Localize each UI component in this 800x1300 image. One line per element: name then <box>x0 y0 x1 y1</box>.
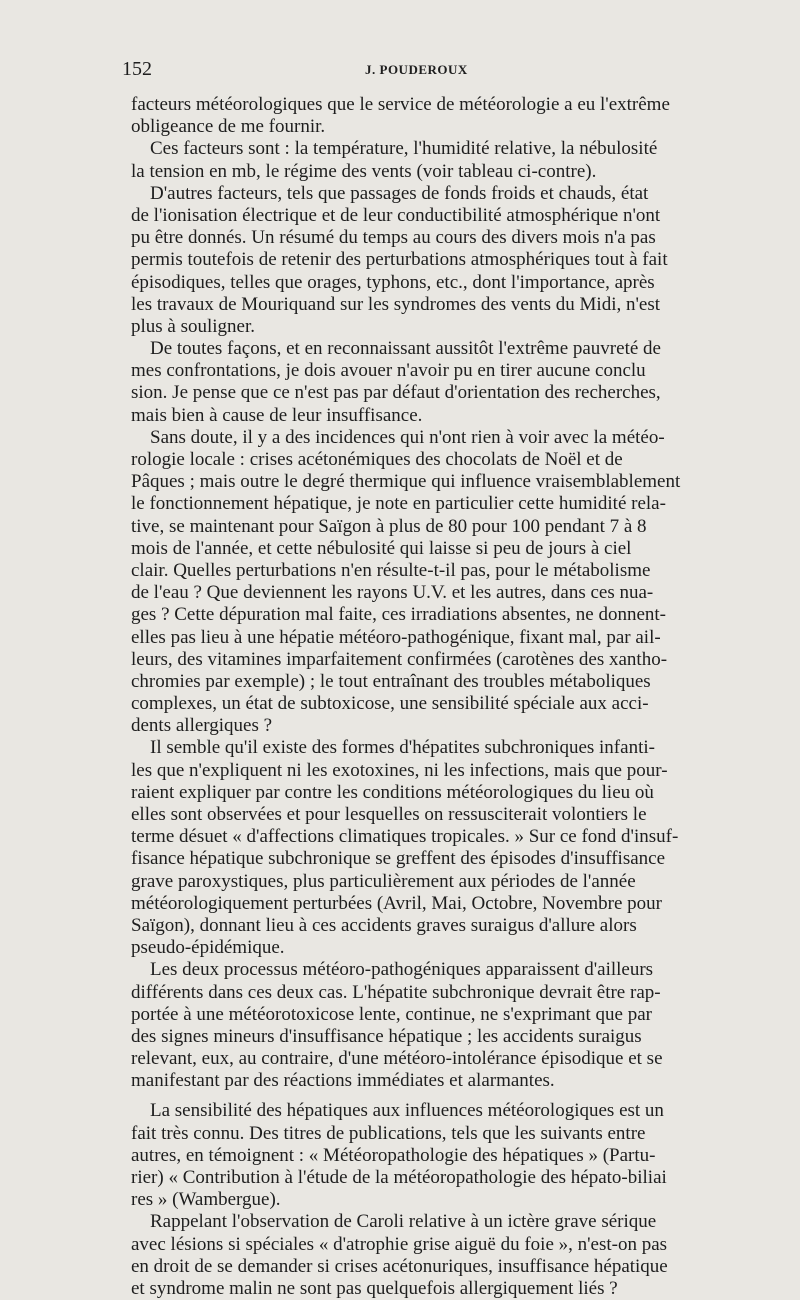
text-line: fait très connu. Des titres de publications, tels que les suivants entre <box>131 1122 646 1144</box>
text-line: elles pas lieu à une hépatie météoro-pathogénique, fixant mal, par ail- <box>131 626 661 648</box>
text-line: De toutes façons, et en reconnaissant aussitôt l'extrême pauvreté de <box>131 338 661 360</box>
text-line: fisance hépatique subchronique se greffent des épisodes d'insuffisance <box>131 848 666 870</box>
text-line: dents allergiques ? <box>131 715 273 737</box>
text-line: Saïgon), donnant lieu à ces accidents graves suraigus d'allure alors <box>131 914 637 936</box>
body-text <box>131 94 735 1300</box>
text-line: res » (Wambergue). <box>131 1189 281 1211</box>
page-header <box>122 58 682 82</box>
text-line: grave paroxystiques, plus particulièrement aux périodes de l'année <box>131 870 636 892</box>
text-line: rier) « Contribution à l'étude de la météoropathologie des hépato-biliai <box>131 1167 667 1188</box>
text-line: terme désuet « d'affections climatiques tropicales. » Sur ce fond d'insuf- <box>131 826 679 848</box>
text-line: D'autres facteurs, tels que passages de fonds froids et chauds, état <box>131 182 649 204</box>
text-line: portée à une météorotoxicose lente, continue, ne s'exprimant que par <box>131 1003 652 1025</box>
text-line: leurs, des vitamines imparfaitement confirmées (carotènes des xantho- <box>131 648 668 670</box>
text-line: les que n'expliquent ni les exotoxines, ni les infections, mais que pour- <box>131 759 668 781</box>
text-line: clair. Quelles perturbations n'en résulte-t-il pas, pour le métabolisme <box>131 559 651 581</box>
text-line: tive, se maintenant pour Saïgon à plus de 80 pour 100 pendant 7 à 8 <box>131 515 647 537</box>
text-line: avec lésions si spéciales « d'atrophie grise aiguë du foie », n'est-on pas <box>131 1233 668 1255</box>
running-head: J. POUDEROUX <box>365 62 468 77</box>
text-line: les travaux de Mouriquand sur les syndromes des vents du Midi, n'est <box>131 293 661 315</box>
text-line: permis toutefois de retenir des perturbations atmosphériques tout à fait <box>131 249 668 271</box>
text-line: elles sont observées et pour lesquelles on ressusciterait volontiers le <box>131 804 647 825</box>
text-line: rologie locale : crises acétonémiques des chocolats de Noël et de <box>131 449 623 470</box>
text-line: de l'ionisation électrique et de leur conductibilité atmosphérique n'ont <box>131 204 661 226</box>
text-line: obligeance de me fournir. <box>131 116 326 138</box>
text-line: autres, en témoignent : « Météoropathologie des hépatiques » (Partu- <box>131 1144 656 1166</box>
text-line: relevant, eux, au contraire, d'une météoro-intolérance épisodique et se <box>131 1048 663 1070</box>
text-line: épisodiques, telles que orages, typhons, etc., dont l'importance, après <box>131 271 655 293</box>
text-line: Ces facteurs sont : la température, l'humidité relative, la nébulosité <box>131 138 658 160</box>
text-line: la tension en mb, le régime des vents (voir tableau ci-contre). <box>131 160 597 182</box>
text-line: Rappelant l'observation de Caroli relative à un ictère grave sérique <box>131 1211 657 1233</box>
text-line: Pâques ; mais outre le degré thermique qui influence vraisemblablement <box>131 471 681 493</box>
text-line: de l'eau ? Que deviennent les rayons U.V. et les autres, dans ces nua- <box>131 582 654 604</box>
text-line: mois de l'année, et cette nébulosité qui laisse si peu de jours à ciel <box>131 537 632 559</box>
text-line: Il semble qu'il existe des formes d'hépatites subchroniques infanti- <box>131 737 655 759</box>
text-line: et syndrome malin ne sont pas quelquefois allergiquement liés ? <box>131 1277 618 1299</box>
text-line: complexes, un état de subtoxicose, une sensibilité spéciale aux acci- <box>131 693 649 715</box>
text-line: Les deux processus météoro-pathogéniques apparaissent d'ailleurs <box>131 959 654 981</box>
text-line: facteurs météorologiques que le service de météorologie a eu l'extrême <box>131 94 670 115</box>
text-line <box>131 1092 735 1100</box>
text-line: Sans doute, il y a des incidences qui n'ont rien à voir avec la météo- <box>131 426 665 448</box>
text-line: sion. Je pense que ce n'est pas par défaut d'orientation des recherches, <box>131 382 661 404</box>
text-line: différents dans ces deux cas. L'hépatite subchronique devrait être rap- <box>131 981 661 1003</box>
text-line: raient expliquer par contre les conditions météorologiques du lieu où <box>131 781 654 803</box>
text-line: chromies par exemple) ; le tout entraînant des troubles métaboliques <box>131 670 651 692</box>
text-line: mais bien à cause de leur insuffisance. <box>131 404 423 426</box>
text-line: ges ? Cette dépuration mal faite, ces irradiations absentes, ne donnent- <box>131 604 666 626</box>
text-line: manifestant par des réactions immédiates et alarmantes. <box>131 1070 555 1092</box>
text-line: le fonctionnement hépatique, je note en particulier cette humidité rela- <box>131 493 666 515</box>
page-number: 152 <box>122 58 152 80</box>
text-line: météorologiquement perturbées (Avril, Mai, Octobre, Novembre pour <box>131 892 662 914</box>
text-line: en droit de se demander si crises acétonuriques, insuffisance hépatique <box>131 1255 668 1277</box>
text-line: des signes mineurs d'insuffisance hépatique ; les accidents suraigus <box>131 1025 642 1047</box>
text-line: pseudo-épidémique. <box>131 937 285 959</box>
text-line: La sensibilité des hépatiques aux influences météorologiques est un <box>131 1100 664 1122</box>
text-line: pu être donnés. Un résumé du temps au cours des divers mois n'a pas <box>131 227 656 249</box>
text-line: mes confrontations, je dois avouer n'avoir pu en tirer aucune conclu <box>131 360 646 382</box>
text-line: plus à souligner. <box>131 315 256 337</box>
